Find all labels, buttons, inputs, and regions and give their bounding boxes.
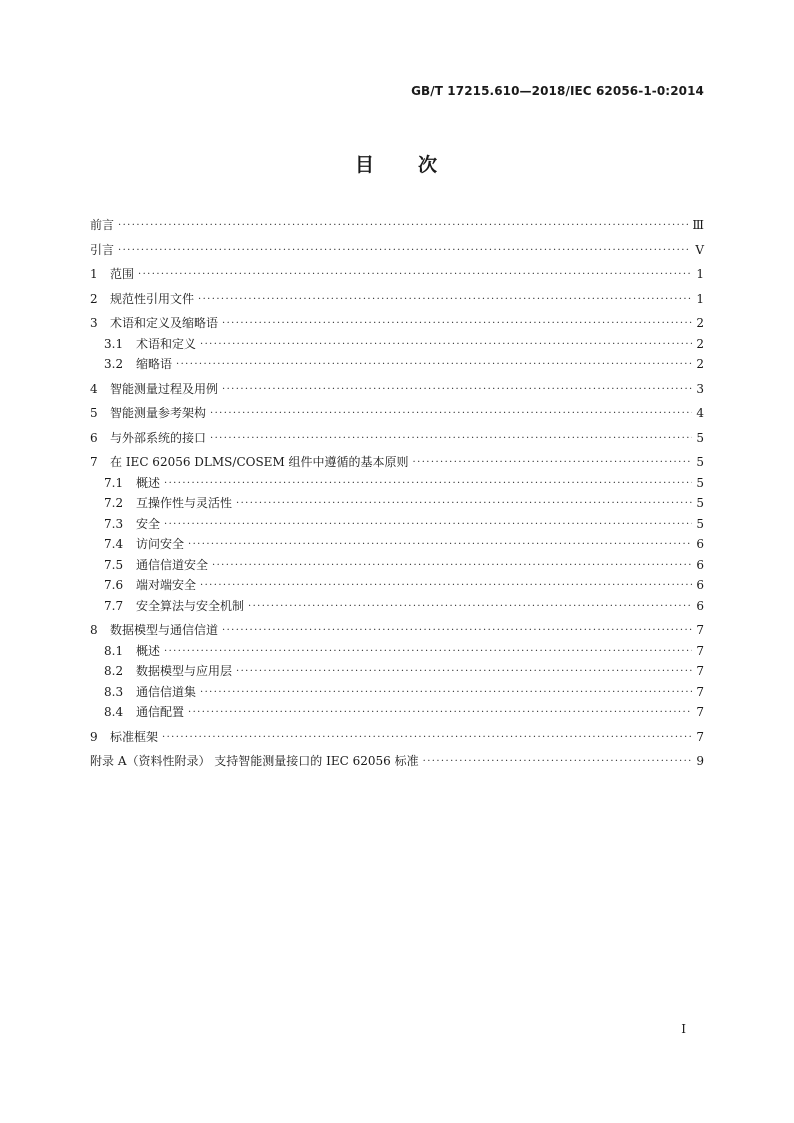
toc-dot-leader xyxy=(138,265,692,281)
toc-entry-title: 互操作性与灵活性 xyxy=(136,496,233,510)
toc-entry-title: 通信信道集 xyxy=(136,684,197,699)
toc-entry[interactable] xyxy=(90,753,704,769)
toc-entry[interactable] xyxy=(90,315,704,331)
page-title-char-2: 次 xyxy=(418,154,440,176)
toc-entry-page: 3 xyxy=(696,381,704,396)
toc-entry-title: 术语和定义 xyxy=(136,336,197,351)
toc-entry-number: 8.4 xyxy=(104,705,124,719)
toc-entry-number: 8.3 xyxy=(104,684,124,699)
toc-entry-page: 7 xyxy=(696,664,704,678)
toc-entry-number: 5 xyxy=(90,406,98,420)
toc-entry[interactable] xyxy=(90,266,704,282)
toc-dot-leader xyxy=(118,216,688,232)
toc-entry-title: 智能测量参考架构 xyxy=(110,406,207,420)
toc-entry-title: 安全 xyxy=(136,516,161,531)
toc-dot-leader xyxy=(164,515,692,531)
toc-dot-leader xyxy=(222,314,692,330)
toc-entry-title: 数据模型与应用层 xyxy=(136,664,233,678)
toc-entry-number: 1 xyxy=(90,267,98,281)
toc-entry[interactable] xyxy=(90,405,704,421)
toc-entry-page: Ⅲ xyxy=(692,218,704,232)
toc-entry[interactable] xyxy=(90,643,704,659)
page-number: I xyxy=(681,1022,686,1036)
toc-entry-title: 数据模型与通信信道 xyxy=(110,623,219,637)
toc-entry-title: 通信信道安全 xyxy=(136,557,209,572)
toc-entry-title: 通信配置 xyxy=(136,705,185,719)
toc-entry-number: 3 xyxy=(90,316,98,330)
toc-entry-page: 5 xyxy=(696,475,704,490)
toc-entry-title: 附录 A（资料性附录） 支持智能测量接口的 IEC 62056 标准 xyxy=(90,754,419,768)
toc-dot-leader xyxy=(413,453,692,469)
toc-entry-number: 8.2 xyxy=(104,664,124,678)
toc-dot-leader xyxy=(200,335,692,351)
toc-entry[interactable] xyxy=(90,381,704,397)
toc-entry[interactable] xyxy=(90,622,704,638)
toc-entry-page: 6 xyxy=(696,537,704,551)
toc-dot-leader xyxy=(236,662,692,678)
toc-dot-leader xyxy=(198,290,692,306)
toc-dot-leader xyxy=(212,556,692,572)
toc-dot-leader xyxy=(164,474,692,490)
toc-entry[interactable] xyxy=(90,516,704,532)
toc-entry-page: Ⅴ xyxy=(695,242,704,257)
toc-entry-page: 7 xyxy=(696,643,704,658)
toc-entry[interactable] xyxy=(90,454,704,470)
toc-entry[interactable] xyxy=(90,430,704,446)
toc-entry-number: 3.1 xyxy=(104,336,124,351)
toc-entry-title: 前言 xyxy=(90,218,115,232)
toc-entry[interactable] xyxy=(90,577,704,593)
toc-dot-leader xyxy=(210,429,692,445)
toc-dot-leader xyxy=(164,642,692,658)
toc-entry-number: 8.1 xyxy=(104,643,124,658)
toc-entry-number: 7.1 xyxy=(104,475,124,490)
toc-dot-leader xyxy=(188,535,692,551)
toc-entry-page: 5 xyxy=(696,496,704,510)
toc-entry[interactable] xyxy=(90,684,704,700)
toc-entry-number: 7 xyxy=(90,455,98,469)
toc-dot-leader xyxy=(200,576,692,592)
toc-entry-title: 缩略语 xyxy=(136,357,173,371)
toc-entry-page: 7 xyxy=(696,623,704,637)
toc-entry[interactable] xyxy=(90,356,704,372)
toc-entry-page: 5 xyxy=(696,455,704,469)
toc-dot-leader xyxy=(236,494,692,510)
toc-dot-leader xyxy=(118,241,691,257)
toc-entry[interactable] xyxy=(90,663,704,679)
toc-entry-number: 7.7 xyxy=(104,598,124,613)
toc-dot-leader xyxy=(200,683,692,699)
toc-entry-page: 9 xyxy=(696,754,704,768)
toc-entry-page: 7 xyxy=(696,684,704,699)
toc-entry[interactable] xyxy=(90,242,704,258)
toc-entry-number: 3.2 xyxy=(104,357,124,371)
toc-dot-leader xyxy=(210,404,692,420)
toc-entry-title: 智能测量过程及用例 xyxy=(110,381,219,396)
toc-entry-title: 概述 xyxy=(136,643,161,658)
toc-entry[interactable] xyxy=(90,598,704,614)
toc-entry-page: 6 xyxy=(696,598,704,613)
toc-entry-title: 安全算法与安全机制 xyxy=(136,598,245,613)
toc-dot-leader xyxy=(188,703,692,719)
toc-entry[interactable] xyxy=(90,217,704,233)
toc-entry-page: 5 xyxy=(696,516,704,531)
toc-entry-page: 7 xyxy=(696,729,704,744)
toc-dot-leader xyxy=(248,597,692,613)
toc-entry-page: 1 xyxy=(696,291,704,306)
toc-entry-title: 引言 xyxy=(90,242,115,257)
toc-entry-number: 6 xyxy=(90,430,98,445)
toc-entry[interactable] xyxy=(90,495,704,511)
toc-dot-leader xyxy=(423,752,692,768)
toc-entry-page: 7 xyxy=(696,705,704,719)
toc-entry-number: 7.6 xyxy=(104,578,124,592)
toc-dot-leader xyxy=(222,621,692,637)
toc-entry-title: 访问安全 xyxy=(136,537,185,551)
toc-entry-title: 端对端安全 xyxy=(136,578,197,592)
toc-entry-number: 9 xyxy=(90,729,98,744)
toc-entry-page: 2 xyxy=(696,336,704,351)
page-title xyxy=(0,150,794,177)
toc-entry[interactable] xyxy=(90,291,704,307)
toc-entry-page: 6 xyxy=(696,578,704,592)
toc-dot-leader xyxy=(162,728,692,744)
toc-entry-number: 7.5 xyxy=(104,557,124,572)
toc-entry-number: 7.3 xyxy=(104,516,124,531)
toc-dot-leader xyxy=(176,355,692,371)
toc-entry[interactable] xyxy=(90,557,704,573)
toc-entry[interactable] xyxy=(90,729,704,745)
toc-entry-title: 标准框架 xyxy=(110,729,159,744)
toc-entry-page: 4 xyxy=(696,406,704,420)
toc-entry-title: 范围 xyxy=(110,267,135,281)
toc-entry-page: 6 xyxy=(696,557,704,572)
toc-entry-page: 2 xyxy=(696,357,704,371)
toc-entry-title: 规范性引用文件 xyxy=(110,291,195,306)
toc-entry-title: 在 IEC 62056 DLMS/COSEM 组件中遵循的基本原则 xyxy=(110,455,409,469)
toc-dot-leader xyxy=(222,380,692,396)
toc-entry[interactable] xyxy=(90,336,704,352)
toc-entry-page: 1 xyxy=(696,267,704,281)
table-of-contents xyxy=(90,217,704,769)
toc-entry[interactable] xyxy=(90,475,704,491)
toc-entry-number: 7.4 xyxy=(104,537,124,551)
standard-number: GB/T 17215.610—2018/IEC 62056-1-0:2014 xyxy=(411,84,704,98)
toc-entry[interactable] xyxy=(90,536,704,552)
toc-entry-title: 概述 xyxy=(136,475,161,490)
page-title-char-1: 目 xyxy=(354,154,376,176)
toc-entry-number: 4 xyxy=(90,381,98,396)
toc-entry-number: 2 xyxy=(90,291,98,306)
toc-entry-number: 8 xyxy=(90,623,98,637)
toc-entry[interactable] xyxy=(90,704,704,720)
toc-entry-title: 与外部系统的接口 xyxy=(110,430,207,445)
toc-entry-page: 2 xyxy=(696,316,704,330)
toc-entry-page: 5 xyxy=(696,430,704,445)
toc-entry-title: 术语和定义及缩略语 xyxy=(110,316,219,330)
toc-entry-number: 7.2 xyxy=(104,496,124,510)
